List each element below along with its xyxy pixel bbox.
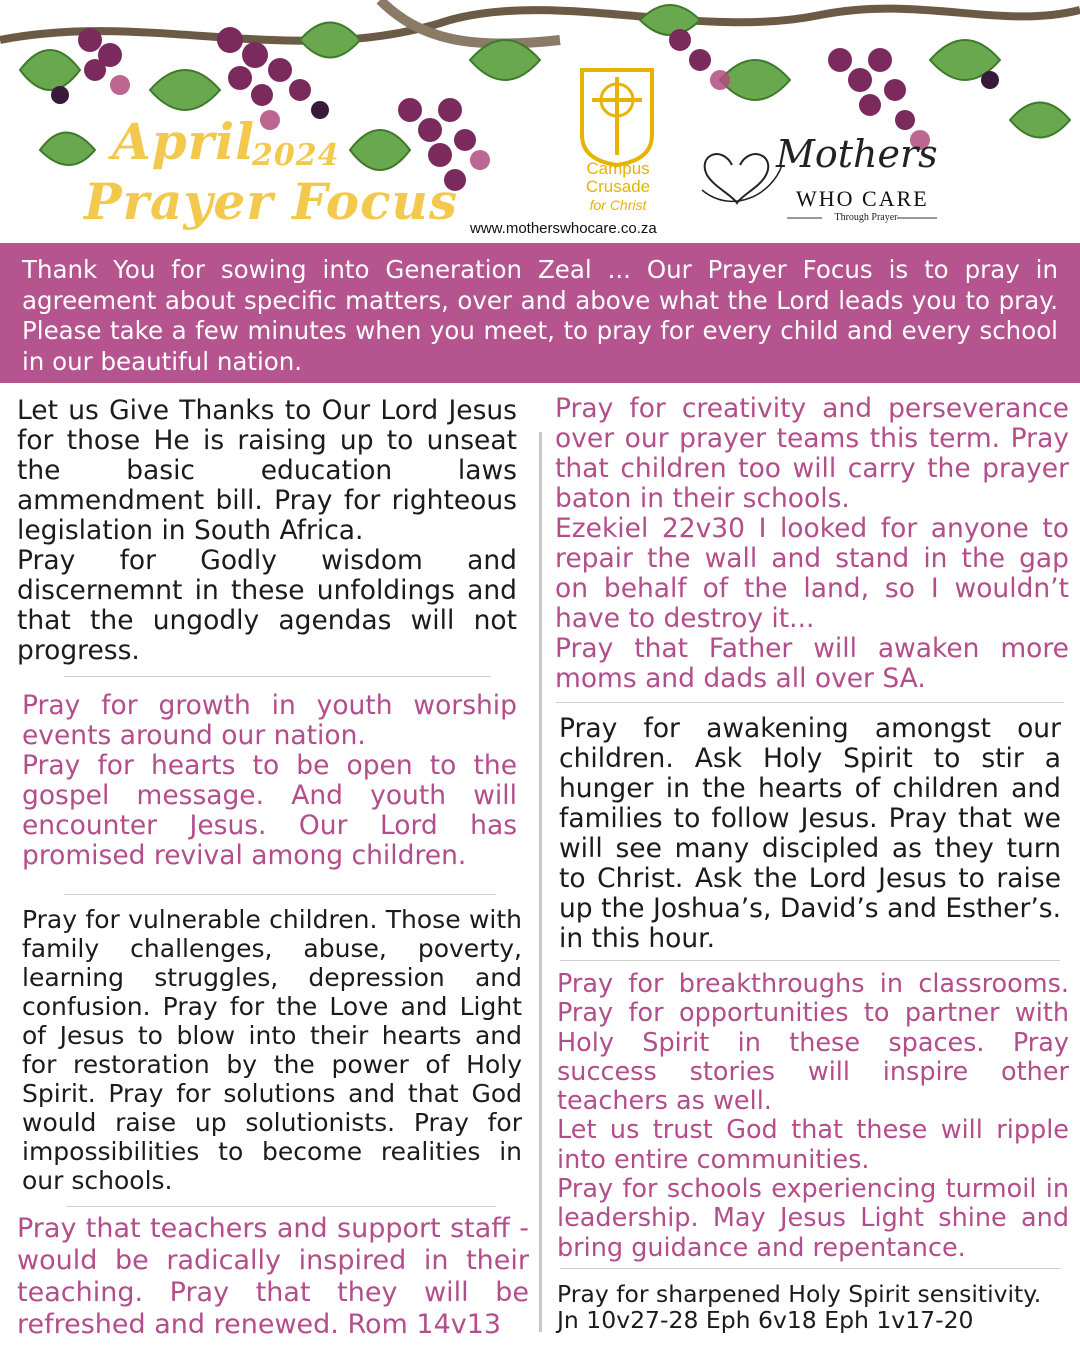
left-prayer-block-2: Pray for growth in youth worship events around our nation. Pray for hearts to be open to the gospel message. And youth will encounter Jesus. Our Lord has promised revival among children. xyxy=(22,690,517,871)
intro-banner xyxy=(0,243,1080,383)
right-prayer-block-1: Pray for creativity and perseverance over our prayer teams this term. Pray that children too will carry the prayer baton in their schools. Ezekiel 22v30 I looked for anyone to repair the wall and stand in the gap on behalf of the land, so I wouldn’t have to destroy it... Pray that Father will awaken more moms and dads all over SA. xyxy=(555,393,1069,694)
header xyxy=(0,0,1080,243)
left-prayer-block-4: Pray that teachers and support staff - would be radically inspired in their teaching. Pray that they will be refreshed and renewed. Rom 14v13 xyxy=(17,1213,529,1340)
left-prayer-block-1: Let us Give Thanks to Our Lord Jesus for those He is raising up to unseat the basic education laws ammendment bill. Pray for righteous legislation in South Africa. Pray for Godly wisdom and discernemnt in these unfoldings and that the ungodly agendas will not progress. xyxy=(17,395,517,666)
divider-right-2 xyxy=(560,960,1060,961)
intro-text: Thank You for sowing into Generation Zeal ... Our Prayer Focus is to pray in agreement about specific matters, over and above what the Lord leads you to pray. Please take a few minutes when you meet, to pray for every child and every school in our beautiful nation. xyxy=(22,255,1058,376)
divider-right-3 xyxy=(560,1268,1060,1269)
mothers-who-care-logo-mothers: Mothers xyxy=(776,132,938,176)
left-prayer-block-3: Pray for vulnerable children. Those with family challenges, abuse, poverty, learning struggles, depression and confusion. Pray for the Love and Light of Jesus to blow into their hearts and for restoration by the power of Holy Spirit. Pray for solutions and that God would raise up solutionists. Pray for impossibilities to become realities in our schools. xyxy=(22,905,522,1195)
right-prayer-block-3: Pray for breakthroughs in classrooms. Pray for opportunities to partner with Holy Spirit in these spaces. Pray success stories will inspire other teachers as well. Let us trust God that these will ripple into entire communities. Pray for schools experiencing turmoil in leadership. May Jesus Light shine and bring guidance and repentance. xyxy=(557,969,1069,1263)
title-year: 2024 xyxy=(252,138,340,173)
divider-left-1 xyxy=(64,676,490,677)
divider-left-3 xyxy=(66,1206,496,1207)
divider-left-2 xyxy=(64,894,496,895)
column-divider xyxy=(539,432,542,1332)
campus-crusade-logo-text: Campus Crusade for Christ xyxy=(585,159,651,213)
website-url: www.motherswhocare.co.za xyxy=(470,220,657,237)
right-prayer-block-4: Pray for sharpened Holy Spirit sensitivity. Jn 10v27-28 Eph 6v18 Eph 1v17-20 xyxy=(557,1280,1042,1334)
divider-right-1 xyxy=(556,702,1064,703)
mothers-who-care-logo-through: Through Prayer xyxy=(834,212,898,223)
title-month: April xyxy=(112,112,256,171)
title-prayer-focus: Prayer Focus xyxy=(84,172,459,231)
mothers-who-care-logo-who-care: WHO CARE xyxy=(796,186,929,211)
right-prayer-block-2: Pray for awakening amongst our children. Ask Holy Spirit to stir a hunger in the hearts of children and families to follow Jesus. Pray that we will see many discipled as they turn to Christ. Ask the Lord Jesus to raise up the Joshua’s, David’s and Esther’s. in this hour. xyxy=(559,713,1061,954)
